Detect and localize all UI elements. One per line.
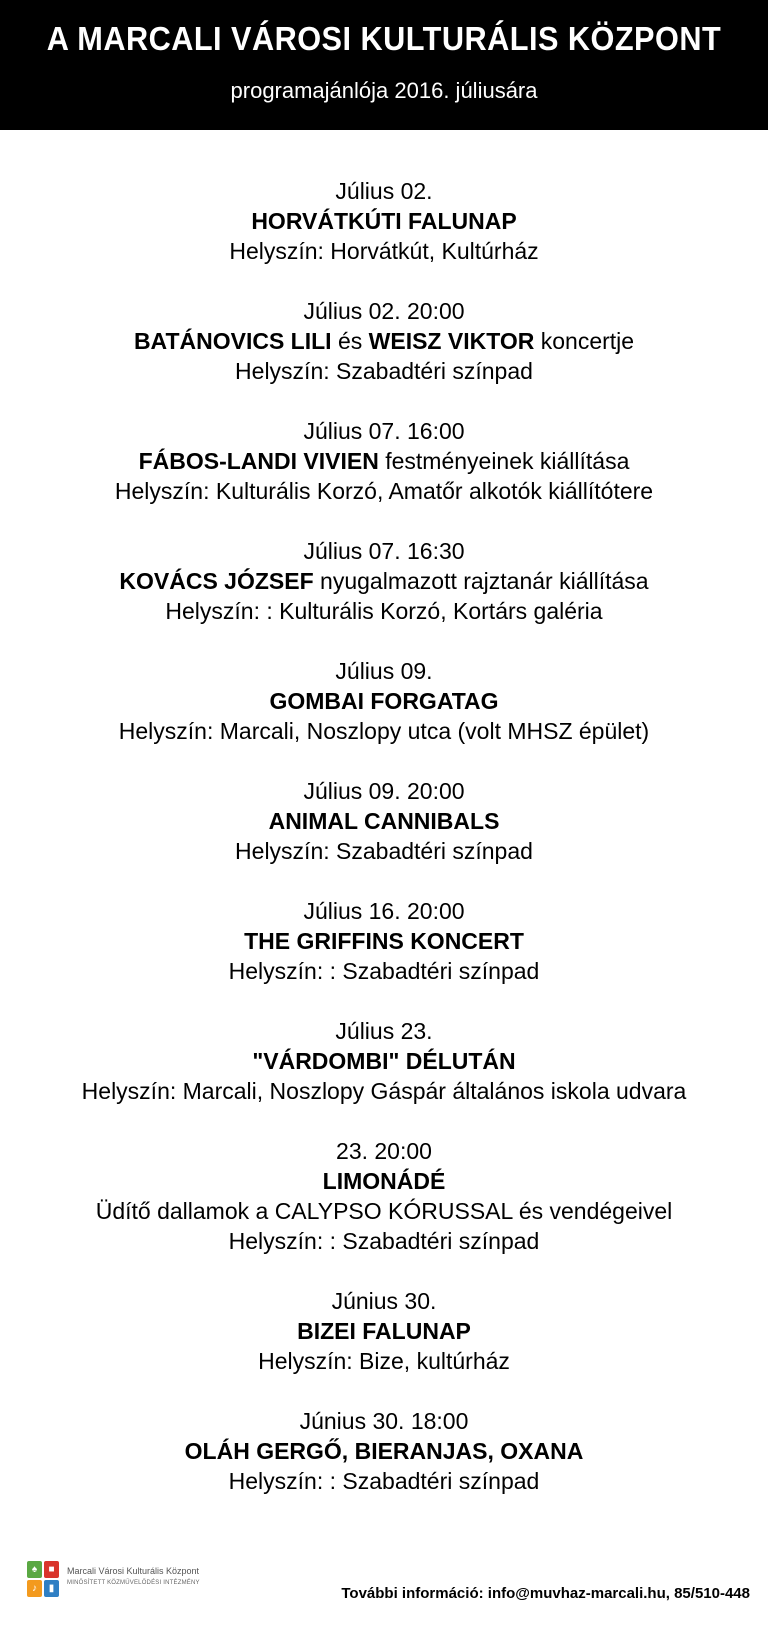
- event-date: Július 09.: [335, 658, 433, 684]
- event-item: [0, 296, 768, 386]
- event-date: Július 02. 20:00: [303, 298, 465, 324]
- event-item: [0, 896, 768, 986]
- event-venue: Helyszín: Kulturális Korzó, Amatőr alkotók kiállítótere: [114, 478, 654, 504]
- event-venue: Helyszín: Szabadtéri színpad: [235, 838, 533, 864]
- event-name-suffix: koncertje: [534, 328, 635, 354]
- header-banner: [0, 0, 768, 130]
- event-description: Üdítő dallamok a CALYPSO KÓRUSSAL és vendégeivel: [95, 1198, 673, 1224]
- event-name: BIZEI FALUNAP: [297, 1318, 471, 1344]
- event-name: HORVÁTKÚTI FALUNAP: [251, 208, 517, 234]
- event-venue: Helyszín: Bize, kultúrház: [258, 1348, 510, 1374]
- logo-tile-icon: ■: [44, 1561, 59, 1578]
- logo-tagline: MINŐSÍTETT KÖZMŰVELŐDÉSI INTÉZMÉNY: [67, 1580, 200, 1586]
- event-name-join: és: [331, 328, 369, 354]
- event-venue: Helyszín: Marcali, Noszlopy utca (volt MHSZ épület): [118, 718, 650, 744]
- logo-tile-icon: ♠: [27, 1561, 42, 1578]
- event-date: Június 30.: [331, 1288, 437, 1314]
- event-item: [0, 1406, 768, 1496]
- event-name-suffix: nyugalmazott rajztanár kiállítása: [313, 568, 649, 594]
- logo-tile-icon: ♪: [27, 1580, 42, 1597]
- event-item: [0, 1016, 768, 1106]
- performer-name: WEISZ VIKTOR: [368, 328, 535, 354]
- event-list: [0, 176, 768, 1526]
- event-venue: Helyszín: Szabadtéri színpad: [235, 358, 533, 384]
- event-item: [0, 536, 768, 626]
- event-venue: Helyszín: : Szabadtéri színpad: [228, 1468, 540, 1494]
- organization-logo: [27, 1561, 247, 1609]
- event-venue: Helyszín: Horvátkút, Kultúrház: [229, 238, 539, 264]
- artist-name: KOVÁCS JÓZSEF: [119, 568, 314, 594]
- logo-name: Marcali Városi Kulturális Központ: [67, 1566, 200, 1576]
- event-date: Július 07. 16:30: [303, 538, 465, 564]
- event-item: [0, 776, 768, 866]
- event-venue: Helyszín: : Szabadtéri színpad: [228, 958, 540, 984]
- event-date: Július 23.: [335, 1018, 433, 1044]
- event-item: [0, 176, 768, 266]
- event-name: [0, 566, 768, 596]
- event-venue: Helyszín: : Kulturális Korzó, Kortárs galéria: [165, 598, 603, 624]
- event-date: 23. 20:00: [336, 1138, 432, 1164]
- event-date: Június 30. 18:00: [299, 1408, 469, 1434]
- contact-info: További információ: info@muvhaz-marcali.hu, 85/510-448: [341, 1585, 750, 1602]
- event-venue: Helyszín: : Szabadtéri színpad: [228, 1228, 540, 1254]
- event-name: THE GRIFFINS KONCERT: [244, 928, 524, 954]
- event-item: [0, 416, 768, 506]
- event-name: [0, 326, 768, 356]
- event-name: "VÁRDOMBI" DÉLUTÁN: [252, 1048, 516, 1074]
- event-item: [0, 1136, 768, 1256]
- event-venue: Helyszín: Marcali, Noszlopy Gáspár általános iskola udvara: [81, 1078, 687, 1104]
- event-name: ANIMAL CANNIBALS: [268, 808, 500, 834]
- event-date: Július 09. 20:00: [303, 778, 465, 804]
- event-name: GOMBAI FORGATAG: [269, 688, 499, 714]
- page-title: A MARCALI VÁROSI KULTURÁLIS KÖZPONT: [46, 20, 722, 57]
- event-name-suffix: festményeinek kiállítása: [378, 448, 630, 474]
- event-date: Július 16. 20:00: [303, 898, 465, 924]
- event-name: OLÁH GERGŐ, BIERANJAS, OXANA: [184, 1438, 584, 1464]
- logo-tile-icon: ▮: [44, 1580, 59, 1597]
- page-subtitle: programajánlója 2016. júliusára: [230, 78, 538, 103]
- artist-name: FÁBOS-LANDI VIVIEN: [138, 448, 379, 474]
- event-name: LIMONÁDÉ: [322, 1168, 446, 1194]
- event-date: Július 07. 16:00: [303, 418, 465, 444]
- performer-name: BATÁNOVICS LILI: [133, 328, 332, 354]
- event-item: [0, 656, 768, 746]
- logo-mark-icon: [27, 1561, 61, 1601]
- event-date: Július 02.: [335, 178, 433, 204]
- event-item: [0, 1286, 768, 1376]
- event-name: [0, 446, 768, 476]
